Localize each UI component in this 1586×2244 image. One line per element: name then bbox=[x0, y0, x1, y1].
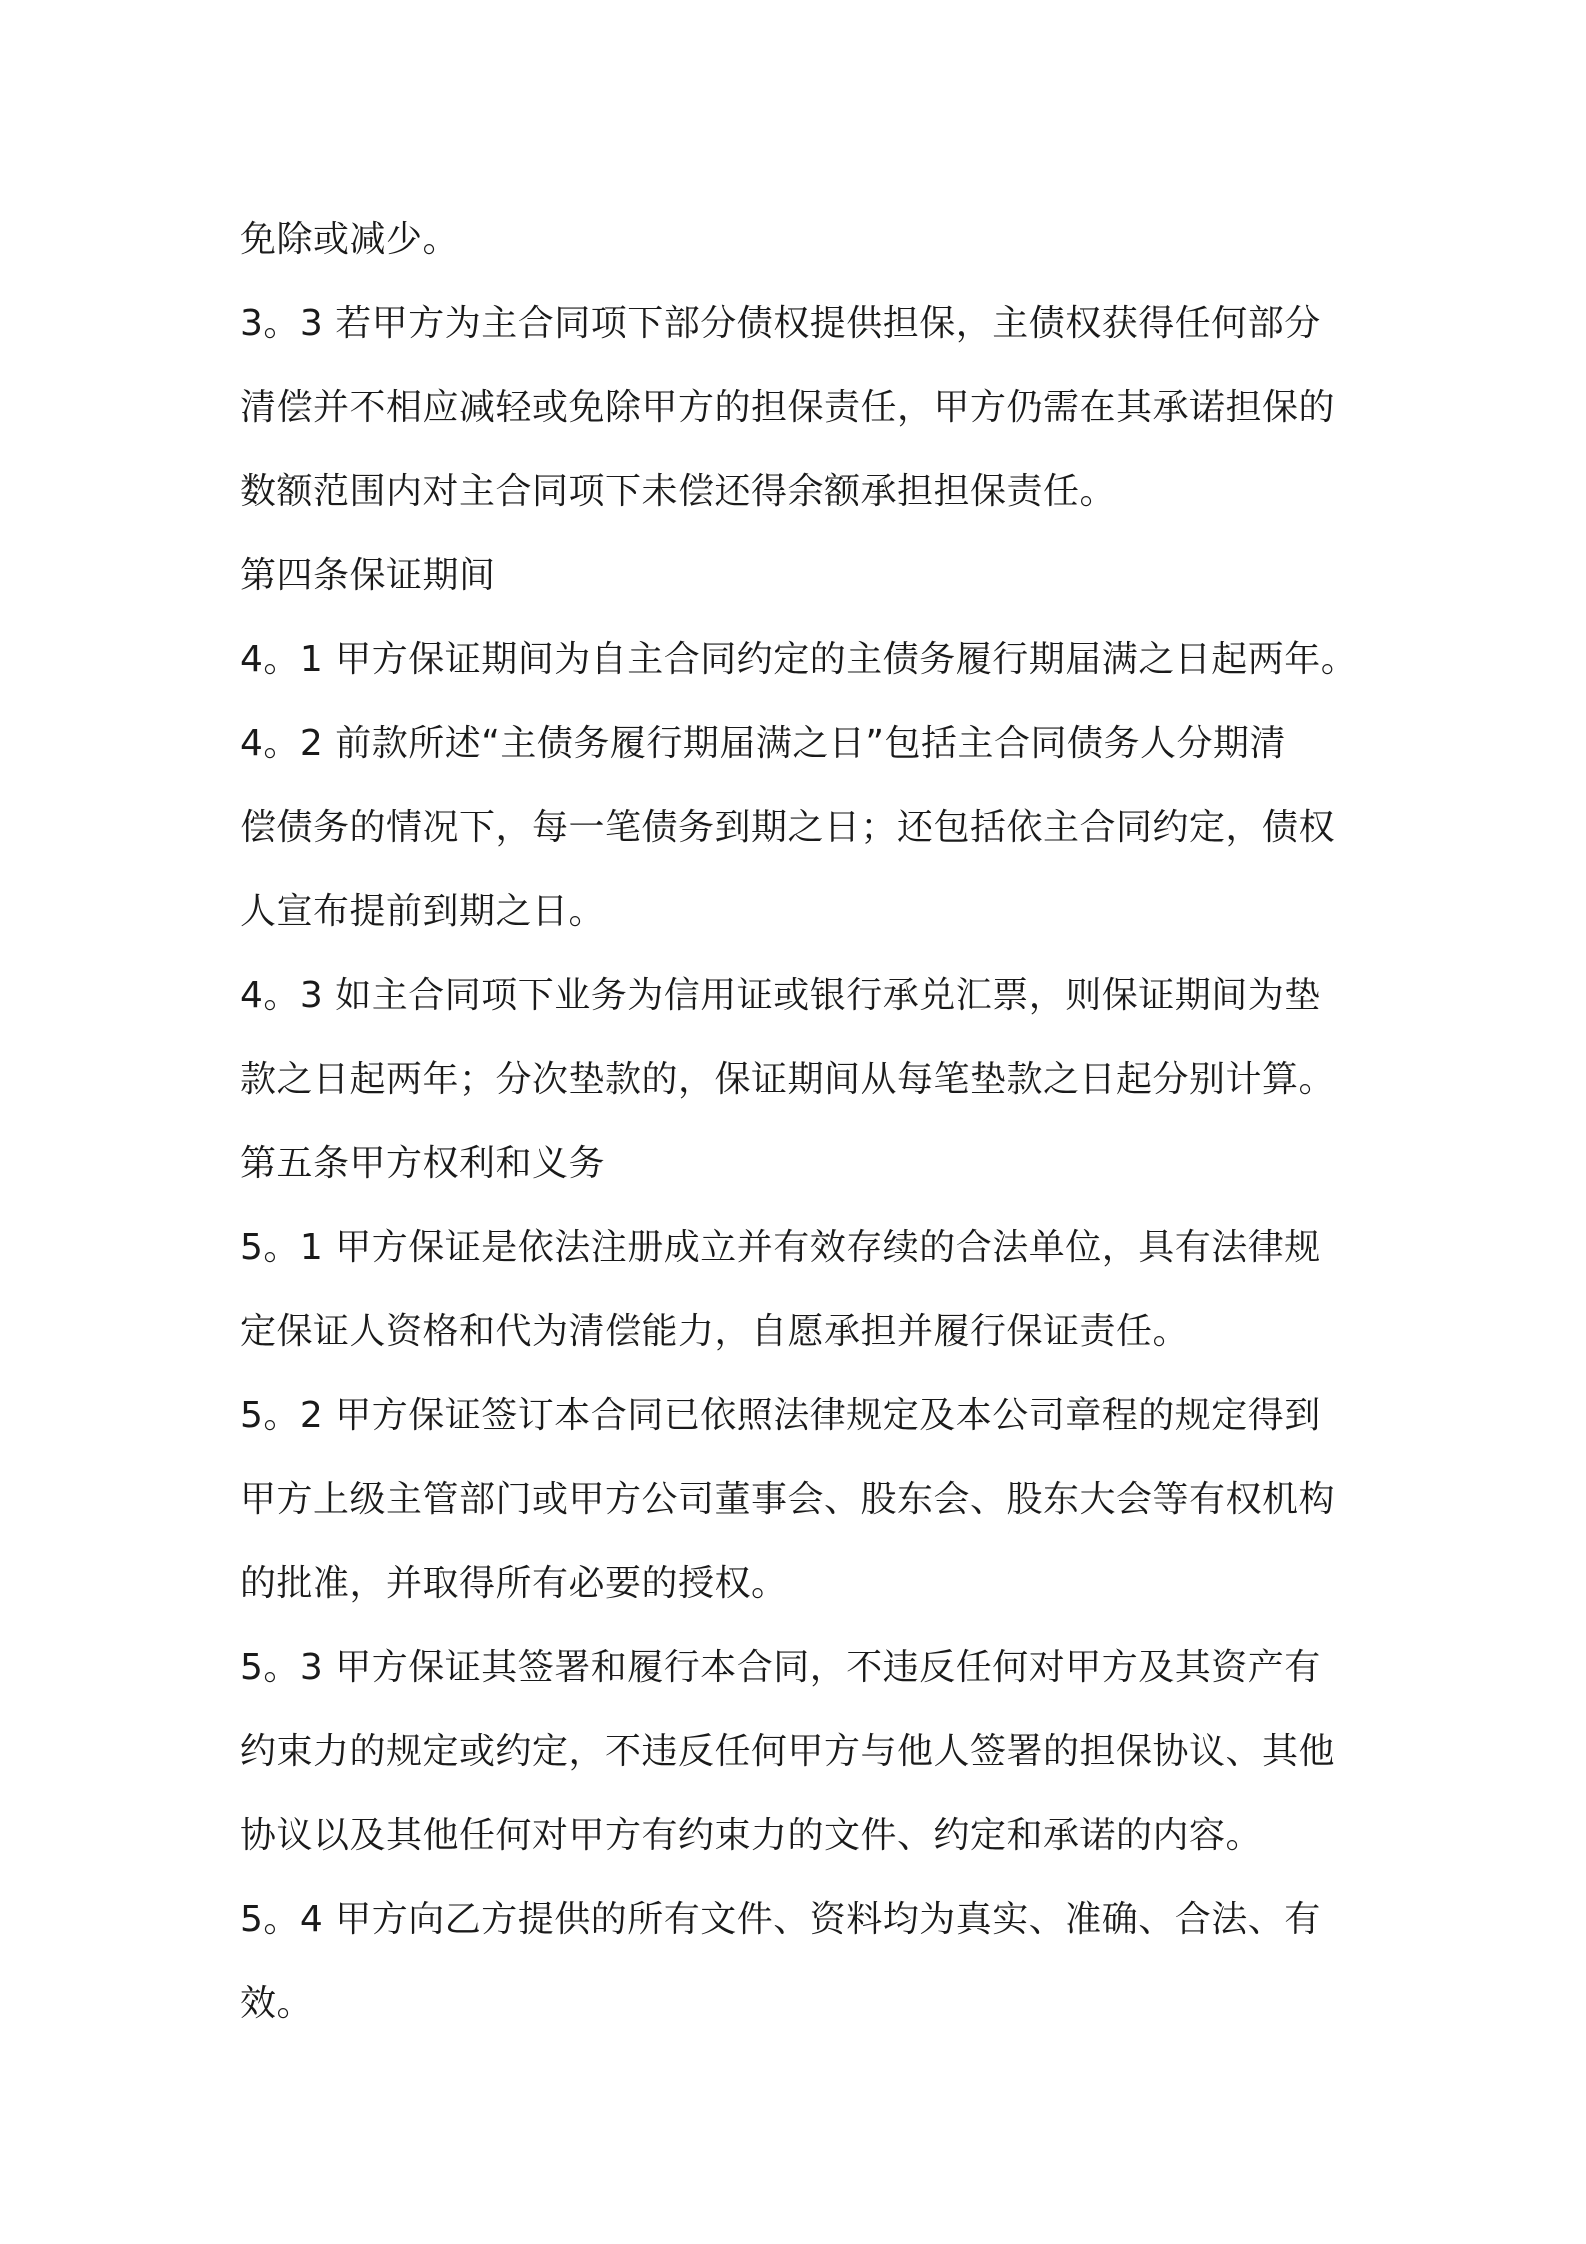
clause-3-3-line-3: 数额范围内对主合同项下未偿还得余额承担担保责任。 bbox=[240, 471, 1117, 512]
clause-3-3-line-1: 3。3 若甲方为主合同项下部分债权提供担保，主债权获得任何部分 bbox=[240, 303, 1321, 344]
clause-5-4-line-1: 5。4 甲方向乙方提供的所有文件、资料均为真实、准确、合法、有 bbox=[240, 1899, 1321, 1940]
clause-4-3-line-2: 款之日起两年；分次垫款的，保证期间从每笔垫款之日起分别计算。 bbox=[240, 1059, 1336, 1100]
text-line: 免除或减少。 bbox=[240, 219, 460, 260]
document-body bbox=[240, 198, 1370, 2046]
clause-4-2-line-3: 人宣布提前到期之日。 bbox=[240, 891, 606, 932]
clause-5-4-line-2: 效。 bbox=[240, 1983, 314, 2024]
clause-4-1-line-1: 4。1 甲方保证期间为自主合同约定的主债务履行期届满之日起两年。 bbox=[240, 639, 1358, 680]
clause-5-1-line-1: 5。1 甲方保证是依法注册成立并有效存续的合法单位，具有法律规 bbox=[240, 1227, 1321, 1268]
clause-5-3-line-2: 约束力的规定或约定，不违反任何甲方与他人签署的担保协议、其他 bbox=[240, 1731, 1336, 1772]
clause-5-2-line-1: 5。2 甲方保证签订本合同已依照法律规定及本公司章程的规定得到 bbox=[240, 1395, 1321, 1436]
clause-3-3-line-2: 清偿并不相应减轻或免除甲方的担保责任，甲方仍需在其承诺担保的 bbox=[240, 387, 1336, 428]
clause-5-2-line-2: 甲方上级主管部门或甲方公司董事会、股东会、股东大会等有权机构 bbox=[240, 1479, 1336, 1520]
clause-4-2-line-2: 偿债务的情况下，每一笔债务到期之日；还包括依主合同约定，债权 bbox=[240, 807, 1336, 848]
clause-5-1-line-2: 定保证人资格和代为清偿能力，自愿承担并履行保证责任。 bbox=[240, 1311, 1190, 1352]
clause-5-3-line-3: 协议以及其他任何对甲方有约束力的文件、约定和承诺的内容。 bbox=[240, 1815, 1263, 1856]
clause-5-3-line-1: 5。3 甲方保证其签署和履行本合同，不违反任何对甲方及其资产有 bbox=[240, 1647, 1321, 1688]
article-5-heading: 第五条甲方权利和义务 bbox=[240, 1143, 606, 1184]
clause-5-2-line-3: 的批准，并取得所有必要的授权。 bbox=[240, 1563, 788, 1604]
article-4-heading: 第四条保证期间 bbox=[240, 555, 496, 596]
clause-4-3-line-1: 4。3 如主合同项下业务为信用证或银行承兑汇票，则保证期间为垫 bbox=[240, 975, 1321, 1016]
clause-4-2-line-1: 4。2 前款所述“主债务履行期届满之日”包括主合同债务人分期清 bbox=[240, 723, 1287, 764]
